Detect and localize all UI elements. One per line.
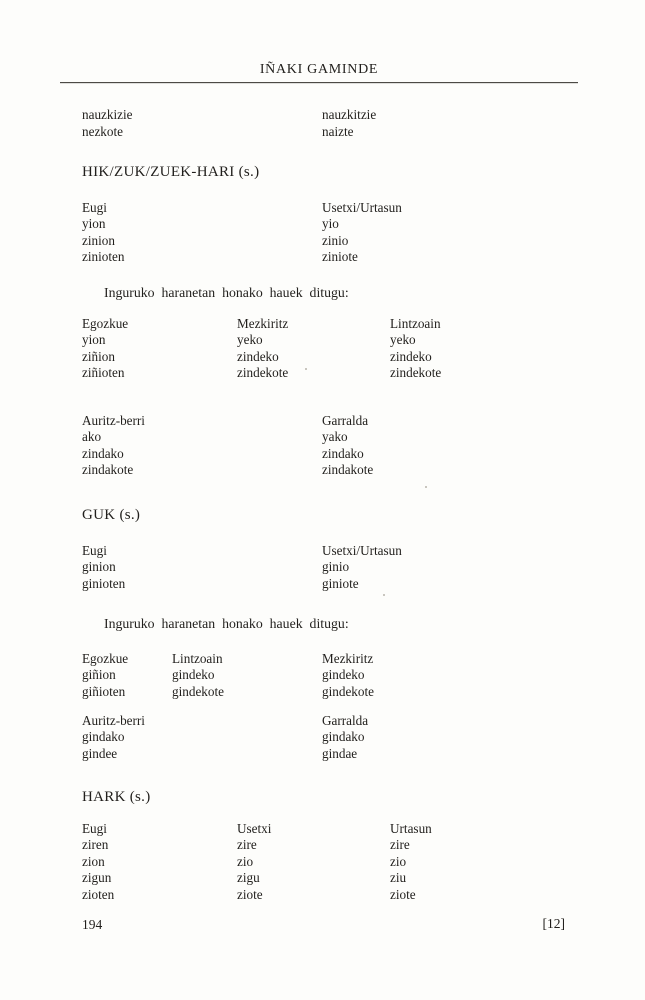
word-column-garralda [322, 413, 373, 479]
word-column-auritz-berri [82, 713, 145, 762]
word-line: giñioten [82, 683, 126, 699]
word-line: Lintzoain [390, 316, 441, 331]
word-column-carryover-left [82, 106, 133, 140]
word-line: zindako [322, 445, 364, 461]
word-column-usetxi-urtasun [322, 543, 402, 592]
word-column-mezkiritz [322, 651, 374, 700]
word-column-eugi [82, 543, 125, 592]
word-line: giniote [322, 575, 359, 591]
word-line: ginion [82, 559, 116, 575]
word-column-lintzoain [172, 651, 224, 700]
word-line: yako [322, 429, 348, 445]
word-line: Garralda [322, 713, 369, 728]
word-line: zioten [82, 886, 115, 902]
word-line: Egozkue [82, 316, 129, 331]
word-line: ginio [322, 559, 350, 575]
word-line: ziñioten [82, 365, 125, 381]
word-column-auritz-berri [82, 413, 145, 479]
word-line: Mezkiritz [322, 651, 374, 666]
word-line: yio [322, 216, 339, 232]
word-line: zion [82, 853, 105, 869]
bracket-page-number: [12] [542, 916, 565, 931]
word-line: yeko [237, 332, 263, 348]
word-line: Garralda [322, 413, 369, 428]
word-line: gindako [322, 729, 365, 745]
word-line: yeko [390, 332, 416, 348]
word-line: Egozkue [82, 651, 129, 666]
word-line: ako [82, 429, 102, 445]
word-line: gindekote [172, 683, 225, 699]
scan-speck [383, 594, 385, 596]
word-line: Eugi [82, 821, 107, 836]
word-line: zindako [82, 445, 124, 461]
word-line: zio [390, 853, 407, 869]
word-column-lintzoain [390, 316, 441, 382]
word-line: Usetxi [237, 821, 272, 836]
word-line: Usetxi/Urtasun [322, 200, 402, 215]
word-column-carryover-right [322, 106, 376, 140]
intro-line: Inguruko haranetan honako hauek ditugu: [104, 616, 349, 631]
word-line: Eugi [82, 543, 107, 558]
word-line: gindako [82, 729, 125, 745]
word-line: ziniote [322, 249, 358, 265]
word-column-eugi [82, 821, 114, 903]
section-heading-hark: HARK (s.) [82, 789, 151, 805]
header-rule [60, 82, 578, 83]
word-line: zindakote [82, 462, 134, 478]
word-line: zigu [237, 870, 260, 886]
section-heading-guk: GUK (s.) [82, 507, 141, 523]
word-column-egozkue [82, 316, 128, 382]
word-line: Eugi [82, 200, 107, 215]
word-line: zio [237, 853, 254, 869]
word-line: nauzkizie [82, 107, 133, 122]
word-line: ziren [82, 837, 109, 853]
word-column-eugi [82, 200, 124, 266]
word-line: naizte [322, 124, 354, 140]
word-line: ginioten [82, 575, 126, 591]
word-line: giñion [82, 667, 116, 683]
word-line: zindeko [237, 348, 279, 364]
word-line: Auritz-berri [82, 413, 145, 428]
word-line: zinioten [82, 249, 125, 265]
word-line: zindekote [237, 365, 289, 381]
word-line: zinio [322, 232, 349, 248]
word-line: Urtasun [390, 821, 432, 836]
word-column-urtasun [390, 821, 432, 903]
word-line: nauzkitzie [322, 107, 377, 122]
running-header: IÑAKI GAMINDE [259, 62, 379, 77]
word-line: ziñion [82, 348, 115, 364]
word-line: ziote [237, 886, 263, 902]
word-line: gindeko [172, 667, 215, 683]
word-line: zigun [82, 870, 112, 886]
word-line: yion [82, 332, 106, 348]
word-line: zindekote [390, 365, 442, 381]
page-number: 194 [82, 917, 103, 932]
word-column-usetxi-urtasun [322, 200, 402, 266]
word-line: yion [82, 216, 106, 232]
word-line: zinion [82, 232, 115, 248]
word-line: gindeko [322, 667, 365, 683]
word-line: nezkote [82, 124, 124, 140]
word-line: zindakote [322, 462, 374, 478]
word-column-usetxi [237, 821, 271, 903]
word-line: Lintzoain [172, 651, 223, 666]
section-heading-hik-zuk-zuek-hari: HIK/ZUK/ZUEK-HARI (s.) [82, 164, 260, 180]
word-line: Usetxi/Urtasun [322, 543, 402, 558]
word-column-egozkue [82, 651, 128, 700]
scan-speck [305, 368, 307, 370]
word-line: gindee [82, 745, 118, 761]
scan-speck [425, 486, 427, 488]
word-line: Auritz-berri [82, 713, 145, 728]
word-line: zire [237, 837, 257, 853]
word-column-garralda [322, 713, 368, 762]
word-line: gindae [322, 745, 358, 761]
word-line: zindeko [390, 348, 432, 364]
word-line: zire [390, 837, 410, 853]
word-line: Mezkiritz [237, 316, 289, 331]
intro-line: Inguruko haranetan honako hauek ditugu: [104, 285, 349, 300]
word-column-mezkiritz [237, 316, 288, 382]
word-line: ziu [390, 870, 407, 886]
word-line: gindekote [322, 683, 375, 699]
word-line: ziote [390, 886, 416, 902]
